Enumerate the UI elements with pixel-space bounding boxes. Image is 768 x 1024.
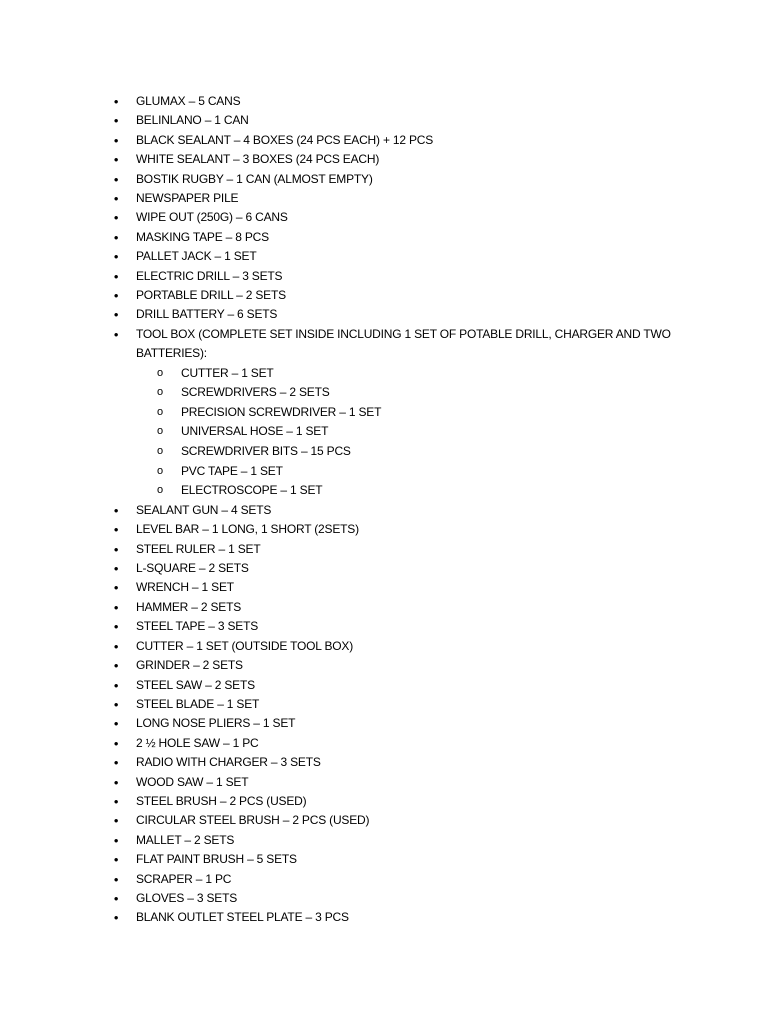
list-item <box>0 520 768 539</box>
list-item <box>0 228 768 247</box>
bullet-icon: • <box>113 774 119 790</box>
bullet-icon: • <box>113 229 119 245</box>
list-item <box>0 637 768 656</box>
list-item <box>0 870 768 889</box>
list-item <box>0 908 768 927</box>
bullet-icon: • <box>113 132 119 148</box>
list-item-text: SEALANT GUN – 4 SETS <box>136 502 272 517</box>
list-item-text: MALLET – 2 SETS <box>136 832 235 847</box>
list-item <box>0 831 768 850</box>
sub-list-item <box>0 422 768 442</box>
list-item-text: 2 ½ HOLE SAW – 1 PC <box>136 735 259 750</box>
list-item-text: FLAT PAINT BRUSH – 5 SETS <box>136 852 297 867</box>
bullet-icon: • <box>113 696 119 712</box>
sub-list-item-text: UNIVERSAL HOSE – 1 SET <box>181 424 329 439</box>
bullet-icon: • <box>113 735 119 751</box>
list-item <box>0 714 768 733</box>
list-item <box>0 247 768 266</box>
bullet-icon: • <box>113 113 119 129</box>
list-item <box>0 559 768 578</box>
list-item-text: LONG NOSE PLIERS – 1 SET <box>136 716 296 731</box>
list-item-text: STEEL BRUSH – 2 PCS (USED) <box>136 793 307 808</box>
list-item <box>0 811 768 830</box>
bullet-icon: • <box>113 522 119 538</box>
list-item <box>0 150 768 169</box>
list-item-text: STEEL TAPE – 3 SETS <box>136 619 259 634</box>
list-item-text: BELINLANO – 1 CAN <box>136 113 249 128</box>
bullet-icon: • <box>113 191 119 207</box>
bullet-icon: • <box>113 599 119 615</box>
bullet-icon: • <box>113 268 119 284</box>
list-item <box>0 170 768 189</box>
sub-list-item <box>0 462 768 482</box>
inventory-list <box>0 92 768 928</box>
list-item-text: STEEL RULER – 1 SET <box>136 541 261 556</box>
list-item-text: DRILL BATTERY – 6 SETS <box>136 307 278 322</box>
list-item <box>0 889 768 908</box>
bullet-icon: • <box>113 307 119 323</box>
bullet-icon: • <box>113 677 119 693</box>
list-item-text: NEWSPAPER PILE <box>136 191 239 206</box>
sub-list-item <box>0 403 768 423</box>
list-item <box>0 676 768 695</box>
circle-bullet-icon: o <box>157 484 163 497</box>
list-item <box>0 286 768 305</box>
sub-list-item-text: PVC TAPE – 1 SET <box>181 463 283 478</box>
list-item <box>0 267 768 286</box>
list-item-text: ELECTRIC DRILL – 3 SETS <box>136 268 283 283</box>
bullet-icon: • <box>113 152 119 168</box>
bullet-icon: • <box>113 793 119 809</box>
list-item <box>0 850 768 869</box>
bullet-icon: • <box>113 541 119 557</box>
list-item <box>0 501 768 520</box>
list-item <box>0 540 768 559</box>
sub-list-item <box>0 383 768 403</box>
bullet-icon: • <box>113 871 119 887</box>
sub-list-item-text: PRECISION SCREWDRIVER – 1 SET <box>181 404 382 419</box>
circle-bullet-icon: o <box>157 366 163 379</box>
sub-list-item-text: ELECTROSCOPE – 1 SET <box>181 483 323 498</box>
list-item-text: CIRCULAR STEEL BRUSH – 2 PCS (USED) <box>136 813 370 828</box>
list-item-text: WIPE OUT (250G) – 6 CANS <box>136 210 288 225</box>
circle-bullet-icon: o <box>157 386 163 399</box>
list-item <box>0 325 768 364</box>
bullet-icon: • <box>113 910 119 926</box>
bullet-icon: • <box>113 580 119 596</box>
list-item-text: BLANK OUTLET STEEL PLATE – 3 PCS <box>136 910 349 925</box>
sub-list-item-text: CUTTER – 1 SET <box>181 365 274 380</box>
bullet-icon: • <box>113 288 119 304</box>
bullet-icon: • <box>113 716 119 732</box>
sub-list-item-text: SCREWDRIVER BITS – 15 PCS <box>181 444 351 459</box>
list-item <box>0 734 768 753</box>
sub-list-item <box>0 364 768 384</box>
list-item <box>0 305 768 324</box>
bullet-icon: • <box>113 94 119 109</box>
bullet-icon: • <box>113 852 119 868</box>
list-item-text: TOOL BOX (COMPLETE SET INSIDE INCLUDING 1 SET OF POTABLE DRILL, CHARGER AND TWO BATTERIES): <box>136 326 671 361</box>
list-item <box>0 656 768 675</box>
list-item-text: WOOD SAW – 1 SET <box>136 774 249 789</box>
list-item-text: RADIO WITH CHARGER – 3 SETS <box>136 755 321 770</box>
bullet-icon: • <box>113 832 119 848</box>
list-item-text: PORTABLE DRILL – 2 SETS <box>136 288 286 303</box>
bullet-icon: • <box>113 638 119 654</box>
bullet-icon: • <box>113 502 119 518</box>
circle-bullet-icon: o <box>157 405 163 418</box>
list-item <box>0 578 768 597</box>
list-item-text: STEEL BLADE – 1 SET <box>136 696 260 711</box>
list-item-text: HAMMER – 2 SETS <box>136 599 242 614</box>
list-item <box>0 598 768 617</box>
bullet-icon: • <box>113 561 119 577</box>
list-item <box>0 792 768 811</box>
list-item-text: GRINDER – 2 SETS <box>136 658 243 673</box>
list-item-text: BOSTIK RUGBY – 1 CAN (ALMOST EMPTY) <box>136 171 373 186</box>
list-item <box>0 208 768 227</box>
list-item-text: GLUMAX – 5 CANS <box>136 94 241 108</box>
list-item <box>0 189 768 208</box>
list-item-text: STEEL SAW – 2 SETS <box>136 677 255 692</box>
list-item-text: MASKING TAPE – 8 PCS <box>136 229 269 244</box>
bullet-icon: • <box>113 326 119 342</box>
list-item-text: PALLET JACK – 1 SET <box>136 249 257 264</box>
list-item-text: SCRAPER – 1 PC <box>136 871 232 886</box>
circle-bullet-icon: o <box>157 445 163 458</box>
list-item <box>0 131 768 150</box>
list-item <box>0 92 768 111</box>
bullet-icon: • <box>113 890 119 906</box>
bullet-icon: • <box>113 171 119 187</box>
list-item-text: WRENCH – 1 SET <box>136 580 234 595</box>
list-item-text: CUTTER – 1 SET (OUTSIDE TOOL BOX) <box>136 638 353 653</box>
bullet-icon: • <box>113 813 119 829</box>
sub-list-item-text: SCREWDRIVERS – 2 SETS <box>181 385 330 400</box>
bullet-icon: • <box>113 210 119 226</box>
list-item <box>0 111 768 130</box>
list-item <box>0 773 768 792</box>
list-item-text: LEVEL BAR – 1 LONG, 1 SHORT (2SETS) <box>136 522 359 537</box>
list-item-text: GLOVES – 3 SETS <box>136 890 238 905</box>
bullet-icon: • <box>113 658 119 674</box>
sub-list-item <box>0 442 768 462</box>
bullet-icon: • <box>113 619 119 635</box>
list-item <box>0 695 768 714</box>
list-item-text: L-SQUARE – 2 SETS <box>136 561 249 576</box>
bullet-icon: • <box>113 755 119 771</box>
list-item <box>0 617 768 636</box>
list-item-text: BLACK SEALANT – 4 BOXES (24 PCS EACH) + 12 PCS <box>136 132 434 147</box>
sub-list-item <box>0 481 768 501</box>
circle-bullet-icon: o <box>157 425 163 438</box>
circle-bullet-icon: o <box>157 464 163 477</box>
toolbox-contents-list <box>0 364 768 501</box>
list-item <box>0 753 768 772</box>
bullet-icon: • <box>113 249 119 265</box>
list-item-text: WHITE SEALANT – 3 BOXES (24 PCS EACH) <box>136 152 380 167</box>
